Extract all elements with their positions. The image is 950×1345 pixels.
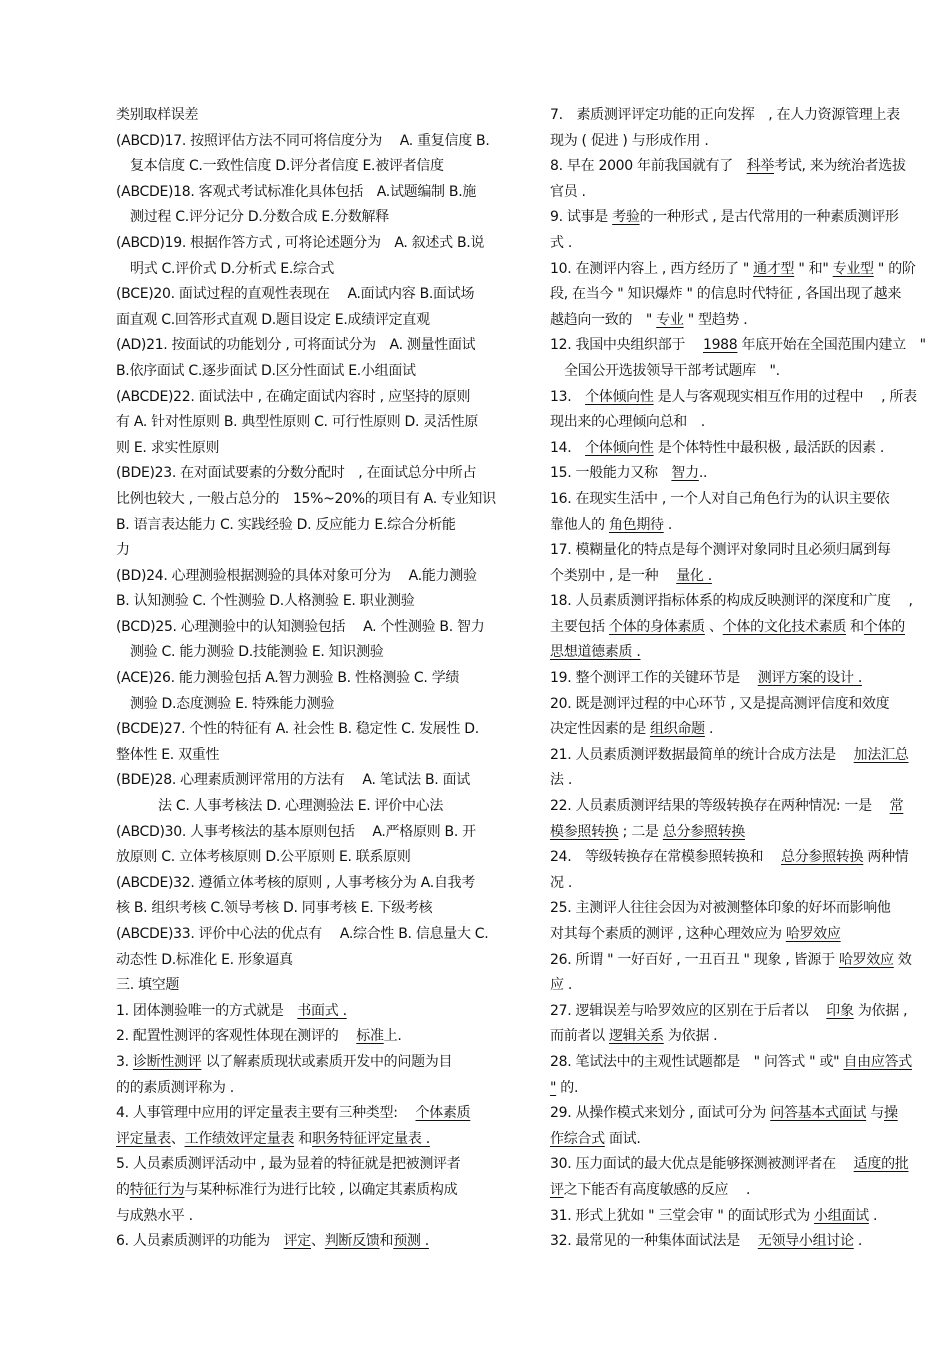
text-segment: (BCD)25. 心理测验中的认知测验包括 A. 个性测验 B. 智力 — [116, 618, 485, 635]
right-text-line — [550, 257, 945, 283]
text-segment: 4. 人事管理中应用的评定量表主要有三种类型: — [116, 1105, 416, 1122]
right-text-line — [550, 1076, 945, 1102]
left-text-line — [116, 820, 526, 846]
right-text-line — [550, 1024, 945, 1050]
right-text-line — [550, 999, 945, 1025]
text-segment: (ABCD)17. 按照评估方法不同可将信度分为 A. 重复信度 B. — [116, 132, 490, 149]
answer-underlined: 判断反馈 — [324, 1233, 380, 1250]
right-text-line — [550, 871, 945, 897]
right-text-line — [550, 205, 945, 231]
answer-underlined: " — [550, 1079, 557, 1096]
answer-underlined: 操 — [883, 1105, 898, 1122]
text-segment: 为依据 , — [853, 1002, 908, 1019]
answer-underlined: 模参照转换 — [550, 823, 619, 840]
left-text-line — [116, 487, 526, 513]
left-text-line — [116, 666, 526, 692]
answer-underlined: 个体倾向性 — [585, 388, 654, 405]
text-segment: . — [868, 1207, 878, 1224]
text-segment: (ABCDE)33. 评价中心法的优点有 A.综合性 B. 信息量大 C. — [116, 926, 489, 942]
answer-underlined: 无领导小组讨论 — [757, 1233, 854, 1250]
text-segment: 明式 C.评价式 D.分析式 E.综合式 — [130, 260, 335, 277]
text-segment: 个类别中 , 是一种 — [550, 567, 677, 584]
right-text-line — [550, 129, 945, 155]
text-segment: 靠他人的 — [550, 516, 609, 533]
left-text-line — [116, 1127, 526, 1153]
left-text-line — [116, 513, 526, 539]
text-segment: 14. — [550, 439, 586, 456]
right-text-line — [550, 820, 945, 846]
text-segment: 力 — [116, 542, 130, 559]
right-text-line — [550, 538, 945, 564]
left-text-line — [116, 410, 526, 436]
answer-underlined: 通才型 — [753, 260, 795, 277]
answer-underlined: 科举 — [746, 158, 775, 175]
text-segment: 现为 ( 促进 ) 与形成作用 . — [550, 132, 709, 149]
right-text-line — [550, 845, 945, 871]
text-segment: 上. — [383, 1028, 402, 1045]
answer-underlined: 哈罗效应 — [838, 951, 894, 968]
text-segment: B.依序面试 C.逐步面试 D.区分性面试 E.小组面试 — [116, 362, 416, 379]
right-text-line — [550, 1204, 945, 1230]
right-text-line — [550, 589, 945, 615]
left-text-line — [116, 845, 526, 871]
text-segment: 17. 模糊量化的特点是每个测评对象同时且必须归属到每 — [550, 542, 891, 559]
right-text-line — [550, 103, 945, 129]
right-text-line — [550, 768, 945, 794]
left-text-line — [116, 640, 526, 666]
answer-underlined: 个体素质 — [415, 1105, 471, 1122]
answer-underlined: 个体的文化技术素质 — [722, 618, 847, 635]
text-segment: 动态性 D.标准化 E. 形象逼真 — [116, 951, 293, 968]
answer-underlined: 专业 — [656, 311, 684, 328]
answer-underlined: 哈罗效应 — [785, 926, 841, 942]
answer-underlined: 评 — [550, 1181, 564, 1198]
text-segment: 27. 逻辑误差与哈罗效应的区别在于后者以 — [550, 1002, 827, 1019]
text-segment: 的 — [116, 1181, 130, 1198]
answer-underlined: 预测 . — [393, 1233, 429, 1250]
text-segment: 、 — [170, 1130, 185, 1147]
right-text-line — [550, 1152, 945, 1178]
right-column — [550, 103, 945, 1255]
text-segment: 测验 C. 能力测验 D.技能测验 E. 知识测验 — [130, 644, 384, 661]
answer-underlined: 专业型 — [832, 260, 874, 277]
text-segment: 3. — [116, 1053, 133, 1070]
text-segment: 16. 在现实生活中 , 一个人对自己角色行为的认识主要依 — [550, 490, 890, 507]
text-segment: (ABCD)19. 根据作答方式 , 可将论述题分为 A. 叙述式 B.说 — [116, 234, 485, 251]
right-text-line — [550, 231, 945, 257]
text-segment: 2. 配置性测评的客观性体现在测评的 — [116, 1028, 357, 1045]
text-segment: 比例也较大 , 一般占总分的 15%~20%的项目有 A. 专业知识 — [116, 490, 496, 507]
text-segment: (ABCDE)18. 客观式考试标准化具体包括 A.试题编制 B.施 — [116, 183, 477, 200]
left-text-line — [116, 385, 526, 411]
left-text-line — [116, 359, 526, 385]
answer-underlined: 印象 — [826, 1002, 854, 1019]
text-segment: 之下能否有高度敏感的反应 . — [563, 1181, 751, 1198]
left-text-line — [116, 461, 526, 487]
text-segment: 25. 主测评人往往会因为对被测整体印象的好坏而影响他 — [550, 900, 891, 917]
text-segment: 是人与客观现实相互作用的过程中 , 所表 — [653, 388, 917, 405]
text-segment: 26. 所谓 " 一好百好 , 一丑百丑 " 现象 , 皆源于 — [550, 951, 839, 968]
text-segment: 8. 早在 2000 年前我国就有了 — [550, 158, 747, 175]
left-text-line — [116, 589, 526, 615]
left-text-line — [116, 129, 526, 155]
text-segment: (ABCDE)22. 面试法中 , 在确定面试内容时 , 应坚持的原则 — [116, 388, 471, 405]
text-segment: . — [704, 721, 714, 738]
answer-underlined: 角色期待 — [608, 516, 664, 533]
answer-underlined: 个体的 — [863, 618, 905, 635]
right-text-line — [550, 410, 945, 436]
text-segment: (BDE)23. 在对面试要素的分数分配时 , 在面试总分中所占 — [116, 465, 477, 482]
text-segment: 有 A. 针对性原则 B. 典型性原则 C. 可行性原则 D. 灵活性原 — [116, 414, 479, 431]
right-text-line — [550, 948, 945, 974]
text-segment: 两种情 — [863, 849, 909, 866]
right-text-line — [550, 180, 945, 206]
text-segment: 31. 形式上犹如 " 三堂会审 " 的面试形式为 — [550, 1207, 815, 1224]
text-segment: 19. 整个测评工作的关键环节是 — [550, 670, 758, 687]
answer-underlined: 标准 — [356, 1028, 384, 1045]
left-text-line — [116, 999, 526, 1025]
text-segment: 、 — [311, 1233, 325, 1250]
right-text-line — [550, 666, 945, 692]
text-segment: 与 — [866, 1105, 884, 1122]
answer-underlined: 组织命题 — [650, 721, 705, 738]
text-segment: (BCE)20. 面试过程的直观性表现在 A.面试内容 B.面试场 — [116, 286, 475, 303]
left-text-line — [116, 794, 526, 820]
right-text-line — [550, 461, 945, 487]
text-segment: 复本信度 C.一致性信度 D.评分者信度 E.被评者信度 — [130, 158, 444, 175]
left-text-line — [116, 1050, 526, 1076]
text-segment: (BD)24. 心理测验根据测验的具体对象可分为 A.能力测验 — [116, 567, 477, 584]
text-segment: (BDE)28. 心理素质测评常用的方法有 A. 笔试法 B. 面试 — [116, 772, 471, 789]
text-segment: " 型趋势 . — [683, 311, 748, 328]
text-segment: 22. 人员素质测评结果的等级转换存在两种情况: 一是 — [550, 798, 890, 815]
text-segment: 21. 人员素质测评数据最简单的统计合成方法是 — [550, 746, 854, 763]
left-text-line — [116, 922, 526, 948]
text-segment: (ABCD)30. 人事考核法的基本原则包括 A.严格原则 B. 开 — [116, 823, 476, 840]
text-segment: 现出来的心理倾向总和 . — [550, 414, 705, 431]
text-segment: 与某种标准行为进行比较 , 以确定其素质构成 — [184, 1181, 458, 1198]
text-segment: 三. 填空题 — [116, 977, 180, 994]
text-segment: 测过程 C.评分记分 D.分数合成 E.分数解释 — [130, 209, 389, 226]
right-text-line — [550, 896, 945, 922]
text-segment: " 和" — [794, 260, 833, 277]
right-text-line — [550, 154, 945, 180]
text-segment: 为依据 . — [663, 1028, 718, 1045]
text-segment: 况 . — [550, 874, 573, 891]
text-segment: 和 — [294, 1130, 312, 1147]
left-text-line — [116, 231, 526, 257]
text-segment: 7. 素质测评评定功能的正向发挥 , 在人力资源管理上表 — [550, 107, 900, 123]
answer-underlined: 个体的身体素质 — [608, 618, 705, 635]
answer-underlined: 思想道德素质 . — [550, 644, 641, 661]
text-segment: 式 . — [550, 234, 573, 251]
left-text-line — [116, 692, 526, 718]
text-segment: 13. — [550, 388, 586, 405]
text-segment: 法 C. 人事考核法 D. 心理测验法 E. 评价中心法 — [158, 798, 444, 815]
answer-underlined: 总分参照转换 — [662, 823, 745, 840]
right-text-line — [550, 743, 945, 769]
answer-underlined: 工作绩效评定量表 — [184, 1130, 295, 1147]
answer-underlined: 适度的批 — [853, 1156, 909, 1173]
right-text-line — [550, 922, 945, 948]
text-segment: 对其每个素质的测评 , 这种心理效应为 — [550, 926, 786, 942]
text-segment: 6. 人员素质测评的功能为 — [116, 1233, 284, 1250]
text-segment: 的一种形式 , 是古代常用的一种素质测评形 — [639, 209, 899, 226]
text-segment: B. 语言表达能力 C. 实践经验 D. 反应能力 E.综合分析能 — [116, 516, 456, 533]
text-segment: 主要包括 — [550, 618, 609, 635]
text-segment: 9. 试事是 — [550, 209, 613, 226]
text-segment: 效 — [893, 951, 912, 968]
answer-underlined: 职务特征评定量表 . — [311, 1130, 430, 1147]
text-segment: . — [663, 516, 673, 533]
left-text-line — [116, 871, 526, 897]
right-text-line — [550, 513, 945, 539]
text-segment: 18. 人员素质测评指标体系的构成反映测评的深度和广度 , — [550, 593, 913, 610]
answer-underlined: 特征行为 — [129, 1181, 185, 1198]
left-text-line — [116, 973, 526, 999]
answer-underlined: 量化 . — [676, 567, 712, 584]
left-text-line — [116, 1024, 526, 1050]
text-segment: 的的素质测评称为 . — [116, 1079, 234, 1096]
text-segment: 1. 团体测验唯一的方式就是 — [116, 1002, 298, 1019]
text-segment: 面试. — [604, 1130, 641, 1147]
answer-underlined: 考验 — [612, 209, 640, 226]
left-text-line — [116, 1204, 526, 1230]
text-segment: 15. 一般能力又称 — [550, 465, 672, 482]
answer-underlined: 自由应答式 — [843, 1053, 912, 1070]
answer-underlined: 测评方案的设计 . — [757, 670, 862, 687]
text-segment: 放原则 C. 立体考核原则 D.公平原则 E. 联系原则 — [116, 849, 411, 866]
text-segment: 类别取样误差 — [116, 107, 199, 123]
left-text-line — [116, 282, 526, 308]
right-text-line — [550, 308, 945, 334]
right-text-line — [550, 487, 945, 513]
left-text-line — [116, 1152, 526, 1178]
left-column — [116, 103, 526, 1255]
right-text-line — [550, 615, 945, 641]
right-text-line — [550, 564, 945, 590]
answer-underlined: 总分参照转换 — [781, 849, 864, 866]
right-text-line — [550, 1127, 945, 1153]
left-text-line — [116, 1229, 526, 1255]
left-text-line — [116, 154, 526, 180]
text-segment: 而前者以 — [550, 1028, 609, 1045]
left-text-line — [116, 308, 526, 334]
text-segment: 是个体特性中最积极 , 最活跃的因素 . — [653, 439, 884, 456]
left-text-line — [116, 180, 526, 206]
right-text-line — [550, 973, 945, 999]
text-segment: 20. 既是测评过程的中心环节 , 又是提高测评信度和效度 — [550, 695, 890, 712]
text-segment: 30. 压力面试的最大优点是能够探测被测评者在 — [550, 1156, 854, 1173]
text-segment: 和 — [379, 1233, 394, 1250]
left-text-line — [116, 896, 526, 922]
text-segment: 的. — [556, 1079, 579, 1096]
answer-underlined: 逻辑关系 — [608, 1028, 664, 1045]
text-segment: (ACE)26. 能力测验包括 A.智力测验 B. 性格测验 C. 学绩 — [116, 670, 460, 687]
right-text-line — [550, 692, 945, 718]
text-segment: 10. 在测评内容上 , 西方经历了 " — [550, 260, 754, 277]
right-text-line — [550, 1229, 945, 1255]
text-segment: 以了解素质现状或素质开发中的问题为目 — [201, 1053, 453, 1070]
answer-underlined: 作综合式 — [550, 1130, 605, 1147]
left-text-line — [116, 1076, 526, 1102]
right-text-line — [550, 640, 945, 666]
text-segment: 与成熟水平 . — [116, 1207, 193, 1224]
text-segment: . — [853, 1233, 862, 1250]
text-segment: 核 B. 组织考核 C.领导考核 D. 同事考核 E. 下级考核 — [116, 900, 433, 917]
right-text-line — [550, 333, 945, 359]
text-segment: 全国公开选拔领导干部考试题库 ". — [564, 362, 780, 379]
text-segment: 面直观 C.回答形式直观 D.题目设定 E.成绩评定直观 — [116, 311, 430, 328]
text-segment: 29. 从操作模式来划分 , 面试可分为 — [550, 1105, 771, 1122]
text-segment: 决定性因素的是 — [550, 721, 651, 738]
left-text-line — [116, 538, 526, 564]
text-segment: 12. 我国中央组织部于 — [550, 337, 703, 354]
text-segment: 、 — [704, 618, 723, 635]
left-text-line — [116, 1101, 526, 1127]
left-text-line — [116, 257, 526, 283]
text-segment: (AD)21. 按面试的功能划分 , 可将面试分为 A. 测量性面试 — [116, 337, 476, 354]
right-text-line — [550, 385, 945, 411]
text-segment: 考试, 来为统治者选拔 — [774, 158, 906, 175]
right-text-line — [550, 282, 945, 308]
right-text-line — [550, 359, 945, 385]
text-segment: .. — [698, 465, 708, 482]
left-text-line — [116, 103, 526, 129]
left-text-line — [116, 1178, 526, 1204]
left-text-line — [116, 948, 526, 974]
left-text-line — [116, 743, 526, 769]
answer-underlined: 1988 — [702, 337, 738, 354]
answer-underlined: 诊断性测评 — [132, 1053, 202, 1070]
answer-underlined: 常 — [889, 798, 904, 815]
right-text-line — [550, 794, 945, 820]
text-segment: 整体性 E. 双重性 — [116, 746, 220, 763]
text-segment: B. 认知测验 C. 个性测验 D.人格测验 E. 职业测验 — [116, 593, 415, 610]
right-text-line — [550, 436, 945, 462]
answer-underlined: 书面式 . — [297, 1002, 347, 1019]
text-segment: 测验 D.态度测验 E. 特殊能力测验 — [130, 695, 335, 712]
right-text-line — [550, 1178, 945, 1204]
text-segment: 32. 最常见的一种集体面试法是 — [550, 1233, 758, 1250]
text-segment: 24. 等级转换存在常模参照转换和 — [550, 849, 782, 866]
text-segment: 应 . — [550, 977, 573, 994]
text-segment: (ABCDE)32. 遵循立体考核的原则 , 人事考核分为 A.自我考 — [116, 874, 476, 891]
left-text-line — [116, 615, 526, 641]
answer-underlined: 评定 — [283, 1233, 312, 1250]
text-segment: 越趋向一致的 " — [550, 311, 657, 328]
left-text-line — [116, 717, 526, 743]
text-segment: 28. 笔试法中的主观性试题都是 " 问答式 " 或" — [550, 1053, 844, 1070]
text-segment: 则 E. 求实性原则 — [116, 439, 220, 456]
text-segment: " 的阶 — [873, 260, 916, 277]
right-text-line — [550, 1101, 945, 1127]
answer-underlined: 智力 — [671, 465, 699, 482]
text-segment: 法 . — [550, 772, 573, 789]
answer-underlined: 评定量表 — [116, 1130, 171, 1147]
text-segment: 和 — [846, 618, 864, 635]
text-segment: 年底开始在全国范围内建立 " — [737, 337, 926, 354]
left-text-line — [116, 205, 526, 231]
text-segment: 官员 . — [550, 183, 586, 200]
answer-underlined: 小组面试 — [814, 1207, 869, 1224]
left-text-line — [116, 564, 526, 590]
text-segment: (BCDE)27. 个性的特征有 A. 社会性 B. 稳定性 C. 发展性 D. — [116, 721, 479, 738]
left-text-line — [116, 436, 526, 462]
answer-underlined: 个体倾向性 — [585, 439, 654, 456]
text-segment: ; 二是 — [618, 823, 663, 840]
left-text-line — [116, 333, 526, 359]
left-text-line — [116, 768, 526, 794]
text-segment: 段, 在当今 " 知识爆炸 " 的信息时代特征 , 各国出现了越来 — [550, 286, 902, 303]
right-text-line — [550, 717, 945, 743]
right-text-line — [550, 1050, 945, 1076]
answer-underlined: 问答基本式面试 — [770, 1105, 867, 1122]
answer-underlined: 加法汇总 — [853, 746, 909, 763]
text-segment: 5. 人员素质测评活动中 , 最为显着的特征就是把被测评者 — [116, 1156, 461, 1173]
